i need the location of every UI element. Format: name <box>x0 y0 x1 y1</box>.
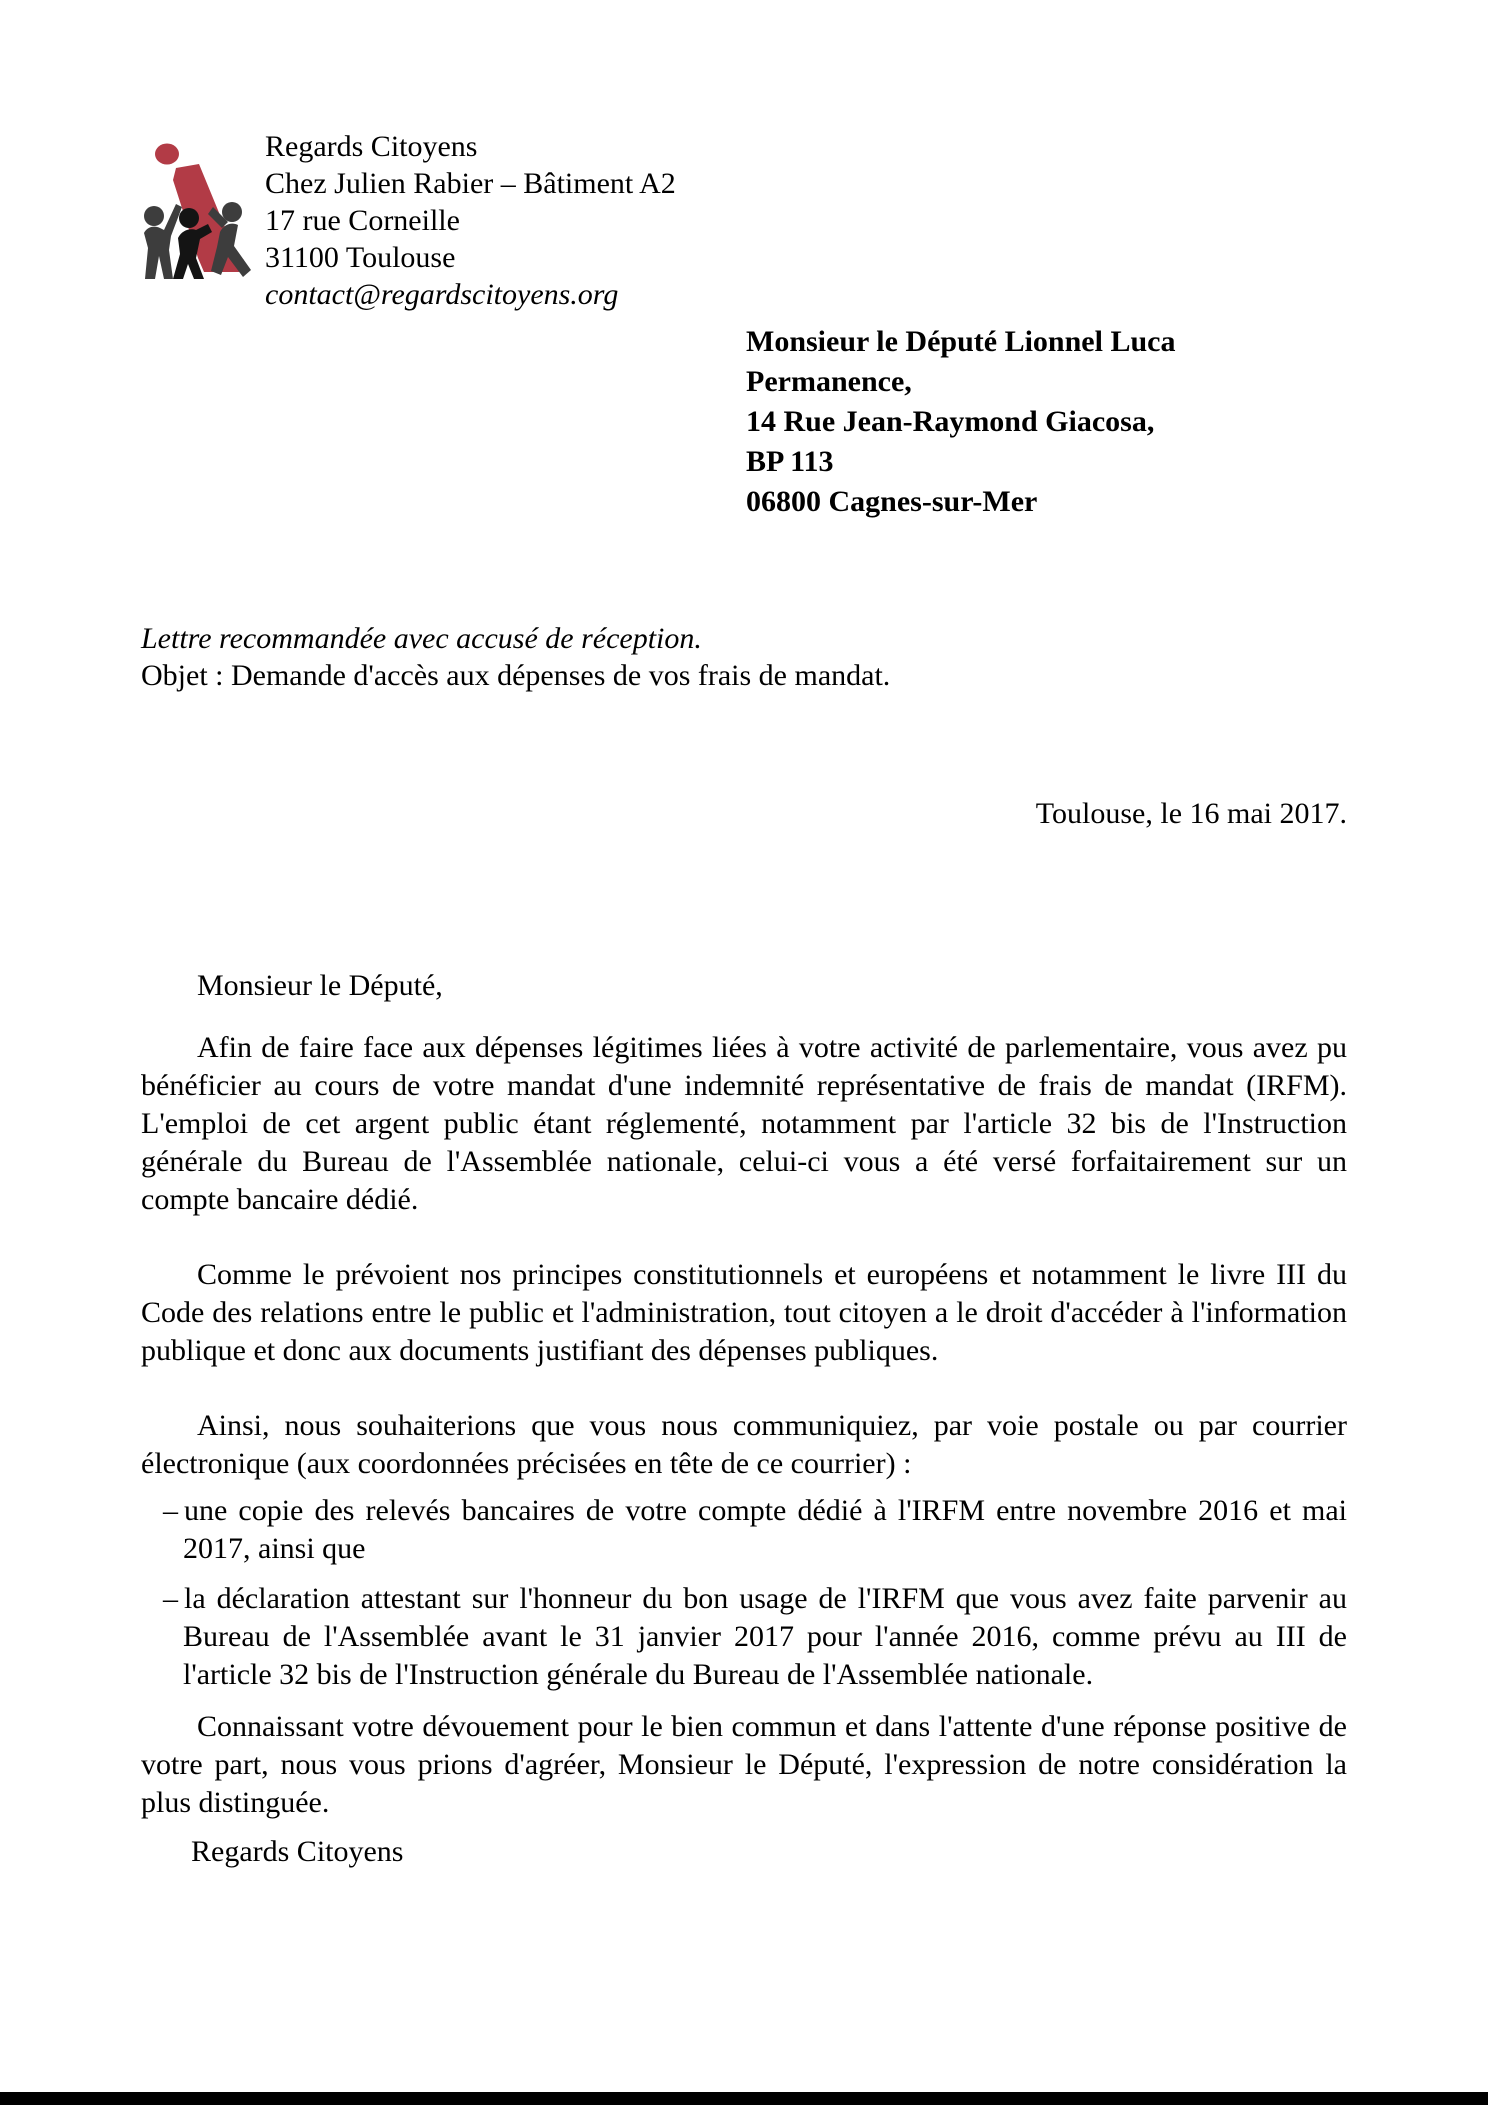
salutation: Monsieur le Député, <box>197 969 443 1002</box>
sender-name: Regards Citoyens <box>265 130 478 163</box>
list-item <box>141 1492 1347 1568</box>
list-item-text: une copie des relevés bancaires de votre compte dédié à l'IRFM entre novembre 2016 et mai 2017, ainsi que <box>183 1494 1347 1565</box>
signature: Regards Citoyens <box>191 1835 404 1868</box>
sender-line: Chez Julien Rabier – Bâtiment A2 <box>265 167 676 200</box>
sender-line: 17 rue Corneille <box>265 204 460 237</box>
recipient-line: BP 113 <box>746 445 834 478</box>
subject-line: Objet : Demande d'accès aux dépenses de vos frais de mandat. <box>141 659 891 692</box>
registered-mail-notice: Lettre recommandée avec accusé de réception. <box>141 622 702 655</box>
recipient-name: Monsieur le Député Lionnel Luca <box>746 325 1176 358</box>
recipient-line: 14 Rue Jean-Raymond Giacosa, <box>746 405 1155 438</box>
closing-paragraph: Connaissant votre dévouement pour le bien commun et dans l'attente d'une réponse positive de votre part, nous vous prions d'agréer, Monsieur le Député, l'expression de notre considération la plus distinguée. <box>141 1710 1347 1819</box>
letter-body <box>141 1029 1347 1822</box>
paragraph-legal-basis: Comme le prévoient nos principes constitutionnels et européens et notamment le livre III du Code des relations entre le public et l'administration, tout citoyen a le droit d'accéder à l'information publique et donc aux documents justifiant des dépenses publiques. <box>141 1258 1347 1367</box>
regards-citoyens-logo-icon <box>140 142 257 283</box>
sender-email: contact@regardscitoyens.org <box>265 278 619 311</box>
recipient-address <box>746 322 1175 522</box>
sender-line: 31100 Toulouse <box>265 241 456 274</box>
paragraph-irfm-intro: Afin de faire face aux dépenses légitimes liées à votre activité de parlementaire, vous avez pu bénéficier au cours de votre mandat d'une indemnité représentative de frais de mandat (IRFM). L'emploi de cet argent public étant réglementé, notamment par l'article 32 bis de l'Instruction générale du Bureau de l'Assemblée nationale, celui-ci vous a été versé forfaitairement sur un compte bancaire dédié. <box>141 1031 1347 1216</box>
bottom-bar <box>0 2092 1488 2105</box>
date-line: Toulouse, le 16 mai 2017. <box>1035 797 1347 830</box>
request-list <box>141 1492 1347 1694</box>
paragraph-request: Ainsi, nous souhaiterions que vous nous communiquiez, par voie postale ou par courrier électronique (aux coordonnées précisées en tête de ce courrier) : <box>141 1409 1347 1480</box>
dash-marker: – <box>163 1582 178 1615</box>
list-item <box>141 1580 1347 1694</box>
sender-address <box>265 128 676 313</box>
dash-marker: – <box>163 1494 178 1527</box>
recipient-line: 06800 Cagnes-sur-Mer <box>746 485 1038 518</box>
recipient-line: Permanence, <box>746 365 912 398</box>
list-item-text: la déclaration attestant sur l'honneur du bon usage de l'IRFM que vous avez faite parvenir au Bureau de l'Assemblée avant le 31 janvier 2017 pour l'année 2016, comme prévu au III de l'article 32 bis de l'Instruction générale du Bureau de l'Assemblée nationale. <box>183 1582 1347 1691</box>
